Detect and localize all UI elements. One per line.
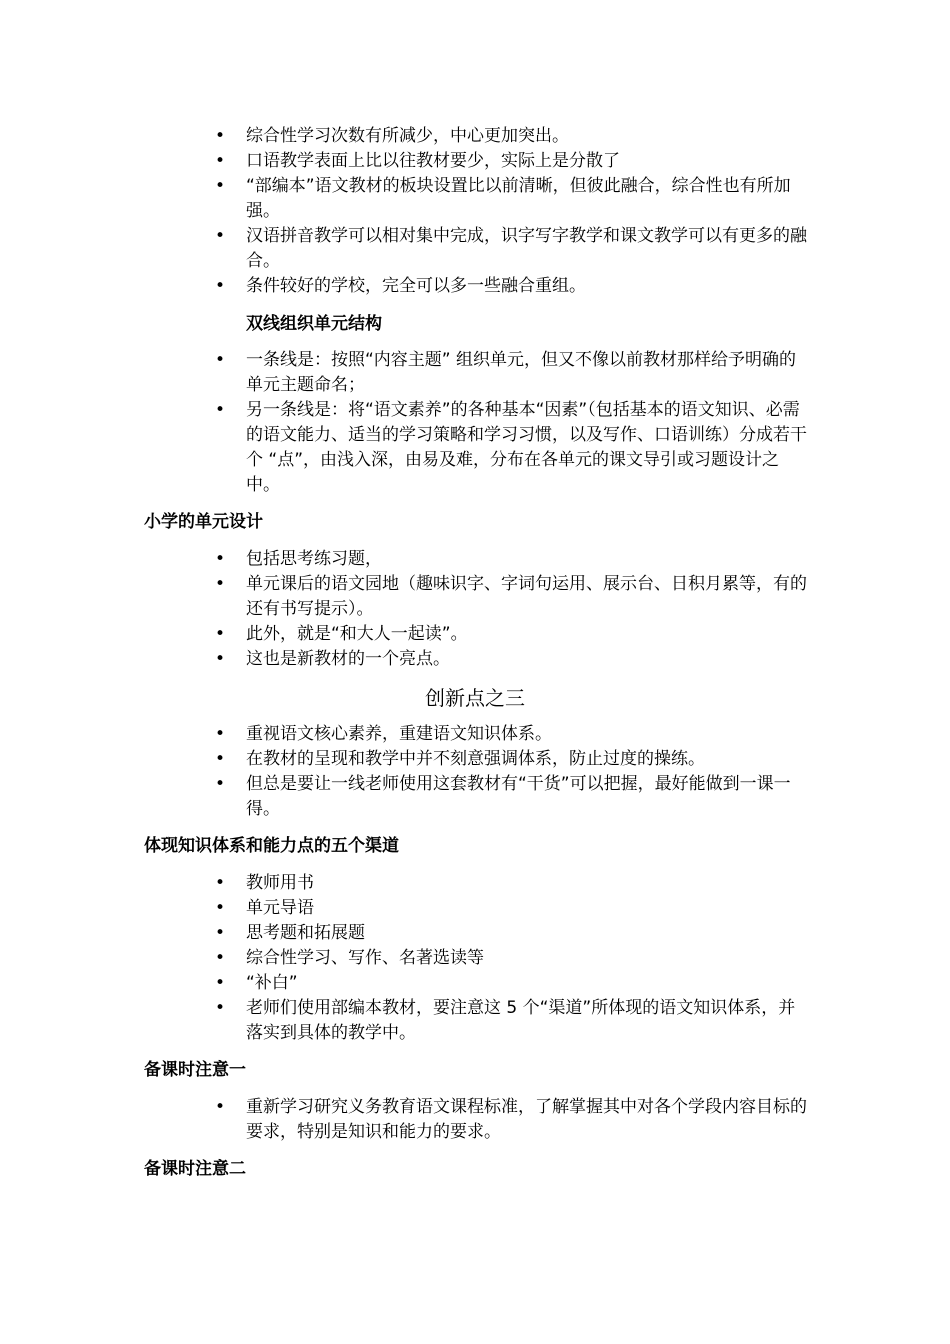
bullet-icon: • xyxy=(215,948,226,968)
bullet-icon: • xyxy=(215,873,226,893)
section-heading: 体现知识体系和能力点的五个渠道 xyxy=(144,836,399,856)
bullet-list-prep-one xyxy=(0,1095,950,1145)
bullet-icon: • xyxy=(215,574,226,594)
list-item: • 思考题和拓展题 xyxy=(0,921,950,946)
bullet-icon: • xyxy=(215,549,226,569)
bullet-icon: • xyxy=(215,898,226,918)
section-heading: 备课时注意二 xyxy=(144,1159,246,1179)
bullet-icon: • xyxy=(215,126,226,146)
section-heading: 小学的单元设计 xyxy=(144,512,263,532)
list-item: • 重视语文核心素养，重建语文知识体系。 xyxy=(0,722,950,747)
list-item: • 综合性学习次数有所减少，中心更加突出。 xyxy=(0,124,950,149)
bullet-icon: • xyxy=(215,998,226,1018)
list-item: • 汉语拼音教学可以相对集中完成，识字写字教学和课文教学可以有更多的融合。 xyxy=(215,226,807,271)
list-item: • 老师们使用部编本教材，要注意这 5 个“渠道”所体现的语文知识体系，并落实到具体的教学中。 xyxy=(215,998,796,1043)
bullet-icon: • xyxy=(215,973,226,993)
list-item: • 包括思考练习题， xyxy=(0,547,950,572)
list-item: • 一条线是：按照“内容主题” 组织单元，但又不像以前教材那样给予明确的单元主题命名； xyxy=(215,350,797,395)
list-item: • 在教材的呈现和教学中并不刻意强调体系，防止过度的操练。 xyxy=(0,747,950,772)
bullet-icon: • xyxy=(215,176,226,196)
list-item: • “补白” xyxy=(0,971,950,996)
list-item: • 另一条线是：将“语文素养”的各种基本“因素”（包括基本的语文知识、必需的语文能力、适当的学习策略和学习习惯，以及写作、口语训练）分成若干个 “点”，由浅入深，由易及难，分布在各单元的课文导引或习题设计之中。 xyxy=(215,400,807,495)
bullet-icon: • xyxy=(215,774,226,794)
bullet-icon: • xyxy=(215,400,226,420)
bullet-icon: • xyxy=(215,649,226,669)
list-item: • 口语教学表面上比以往教材要少，实际上是分散了 xyxy=(0,149,950,174)
list-item: • 单元导语 xyxy=(0,896,950,921)
bullet-list-double-line xyxy=(0,348,950,498)
bullet-icon: • xyxy=(215,923,226,943)
bullet-icon: • xyxy=(215,724,226,744)
bullet-icon: • xyxy=(215,276,226,296)
bullet-list-innovation xyxy=(0,722,950,822)
bullet-list-intro xyxy=(0,124,950,299)
bullet-list-channels xyxy=(0,871,950,1046)
section-title: 创新点之三 xyxy=(425,686,525,710)
list-item: • “部编本”语文教材的板块设置比以前清晰，但彼此融合，综合性也有所加强。 xyxy=(215,176,791,221)
bullet-icon: • xyxy=(215,350,226,370)
list-item: • 重新学习研究义务教育语文课程标准，了解掌握其中对各个学段内容目标的要求，特别是知识和能力的要求。 xyxy=(215,1097,807,1142)
section-heading: 双线组织单元结构 xyxy=(246,314,382,334)
list-item: • 教师用书 xyxy=(0,871,950,896)
list-item: • 但总是要让一线老师使用这套教材有“干货”可以把握，最好能做到一课一得。 xyxy=(215,774,791,819)
section-heading: 备课时注意一 xyxy=(144,1060,246,1080)
bullet-icon: • xyxy=(215,226,226,246)
bullet-icon: • xyxy=(215,1097,226,1117)
list-item: • 综合性学习、写作、名著选读等 xyxy=(0,946,950,971)
bullet-icon: • xyxy=(215,624,226,644)
list-item: • 条件较好的学校，完全可以多一些融合重组。 xyxy=(0,274,950,299)
list-item: • 此外，就是“和大人一起读”。 xyxy=(0,622,950,647)
bullet-list-unit-design xyxy=(0,547,950,672)
list-item: • 单元课后的语文园地（趣味识字、字词句运用、展示台、日积月累等，有的还有书写提示）。 xyxy=(215,574,807,619)
list-item: • 这也是新教材的一个亮点。 xyxy=(0,647,950,672)
bullet-icon: • xyxy=(215,151,226,171)
bullet-icon: • xyxy=(215,749,226,769)
